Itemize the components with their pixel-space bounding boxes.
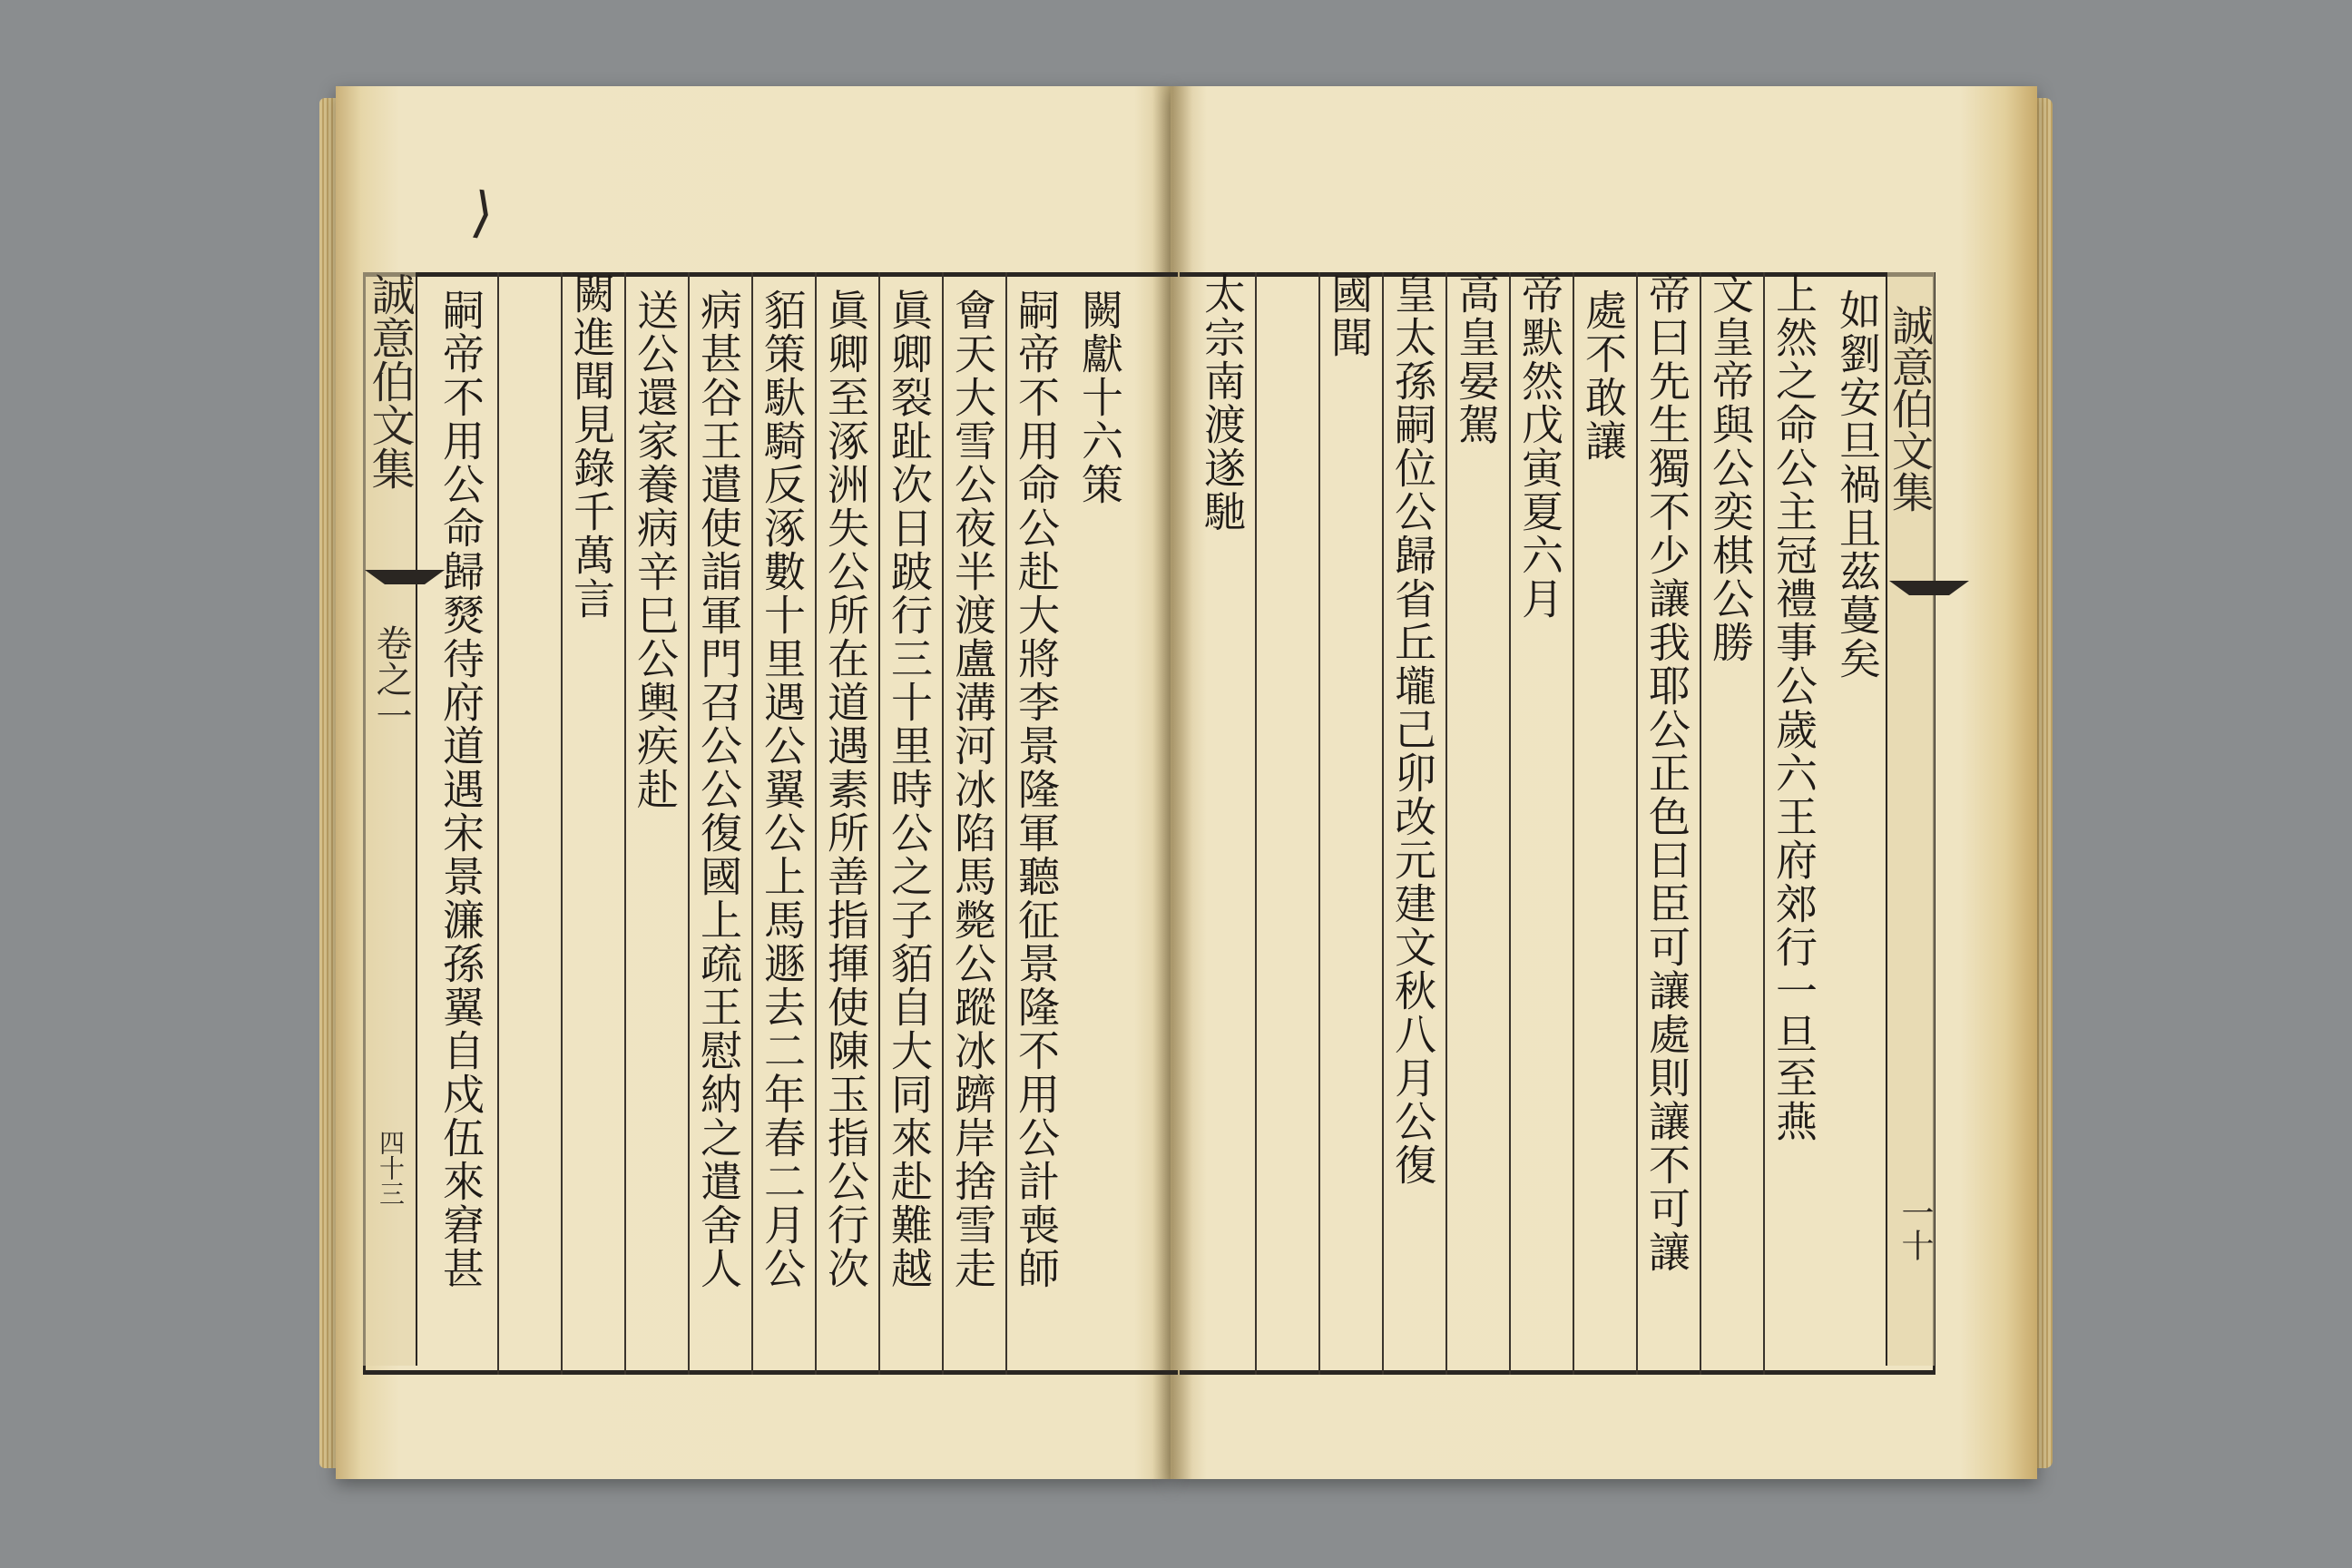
right-column-6: 帝默然戊寅夏六月 [1515, 272, 1564, 621]
ink-mark: ⟩ [467, 180, 498, 247]
column-rule [1255, 272, 1257, 1375]
column-rule [1509, 272, 1511, 1375]
right-column-10: 太宗南渡遂馳 [1198, 272, 1247, 534]
column-rule [1446, 272, 1447, 1375]
left-column-2: 嗣帝不用命公赴大將李景隆軍聽征景隆不用公計喪師 [1012, 289, 1061, 1290]
column-rule [815, 272, 817, 1375]
left-column-8: 送公還家養病辛巳公輿疾赴 [631, 289, 680, 811]
right-column-1: 如劉安旦禍且茲蔓矣 [1833, 289, 1882, 681]
column-rule [1382, 272, 1384, 1375]
right-fish-tail [1889, 581, 1969, 595]
column-rule [942, 272, 944, 1375]
column-rule [1573, 272, 1574, 1375]
left-column-5: 眞卿至涿洲失公所在道遇素所善指揮使陳玉指公行次 [821, 289, 870, 1290]
column-rule [878, 272, 880, 1375]
column-rule [1636, 272, 1638, 1375]
column-rule [1005, 272, 1007, 1375]
column-rule [1318, 272, 1320, 1375]
left-column-7: 病甚谷王遣使詣軍門召公公復國上疏王慰納之遣舍人 [694, 289, 743, 1290]
left-column-9: 闕進聞見錄千萬言 [567, 272, 616, 621]
column-rule [688, 272, 690, 1375]
column-rule [1763, 272, 1765, 1375]
column-rule [1700, 272, 1701, 1375]
left-margin-title: 誠意伯文集 [364, 272, 415, 490]
column-rule [561, 272, 563, 1375]
right-column-3: 文皇帝與公奕棋公勝 [1706, 272, 1755, 664]
column-rule [497, 272, 499, 1375]
right-column-8: 皇太孫嗣位公歸省丘壠己卯改元建文秋八月公復 [1388, 272, 1437, 1187]
left-column-6: 貊策馱騎反涿數十里遇公翼公上馬遯去二年春二月公 [758, 289, 807, 1290]
right-column-5: 處不敢讓 [1579, 289, 1628, 463]
right-margin-title: 誠意伯文集 [1886, 304, 1935, 513]
right-margin-page-number: 一十 [1896, 1196, 1934, 1261]
left-column-3: 會天大雪公夜半渡盧溝河冰陷馬斃公蹤冰躋岸捨雪走 [948, 289, 997, 1290]
left-fish-tail [365, 570, 445, 584]
column-rule [624, 272, 626, 1375]
left-column-10: 嗣帝不用公命歸燹待府道遇宋景濂孫翼自戍伍來窘甚 [436, 289, 485, 1290]
column-rule [751, 272, 753, 1375]
right-column-7: 高皇晏駕 [1452, 272, 1501, 446]
left-margin-volume: 卷之一 [370, 624, 412, 733]
left-column-4: 眞卿裂趾次日跛行三十里時公之子貊自大同來赴難越 [885, 289, 934, 1290]
right-column-2: 上然之命公主冠禮事公歲六王府郊行一旦至燕 [1769, 272, 1818, 1143]
right-column-4: 帝曰先生獨不少讓我耶公正色曰臣可讓處則讓不可讓 [1642, 272, 1691, 1274]
right-column-9: 國聞 [1325, 272, 1374, 359]
left-column-1: 闕獻十六策 [1075, 289, 1124, 506]
left-margin-page-number: 四十三 [376, 1130, 406, 1206]
